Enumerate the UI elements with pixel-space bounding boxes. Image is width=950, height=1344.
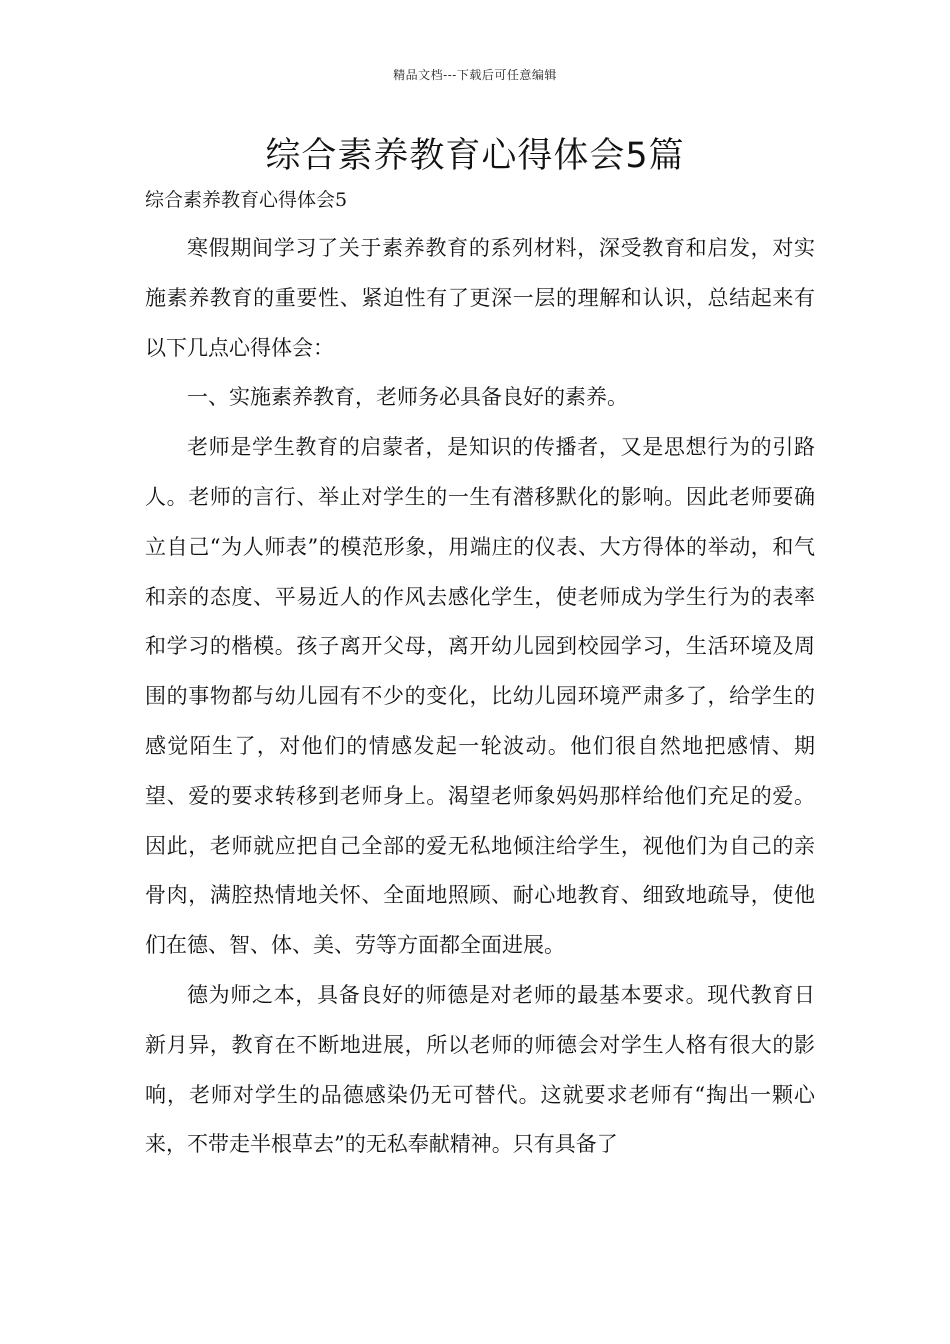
document-subtitle: 综合素养教育心得体会5 bbox=[145, 189, 348, 211]
paragraph: 一、实施素养教育，老师务必具备良好的素养。 bbox=[187, 385, 628, 410]
paragraph: 德为师之本，具备良好的师德是对老师的最基本要求。现代教育日新月异，教育在不断地进展，所以老师的师德会对学生人格有很大的影响，老师对学生的品德感染仍无可替代。这就要求老师有“掏出一颗心来，不带走半根草去”的无私奉献精神。只有具备了 bbox=[145, 982, 815, 1157]
paragraph: 寒假期间学习了关于素养教育的系列材料，深受教育和启发，对实施素养教育的重要性、紧迫性有了更深一层的理解和认识，总结起来有以下几点心得体会： bbox=[145, 236, 815, 360]
header-note: 精品文档---下载后可任意编辑 bbox=[393, 68, 557, 82]
paragraph: 老师是学生教育的启蒙者，是知识的传播者，又是思想行为的引路人。老师的言行、举止对学生的一生有潜移默化的影响。因此老师要确立自己“为人师表”的模范形象，用端庄的仪表、大方得体的举动，和气和亲的态度、平易近人的作风去感化学生，使老师成为学生行为的表率和学习的楷模。孩子离开父母，离开幼儿园到校园学习，生活环境及周围的事物都与幼儿园有不少的变化，比幼儿园环境严肃多了，给学生的感觉陌生了，对他们的情感发起一轮波动。他们很自然地把感情、期望、爱的要求转移到老师身上。渴望老师象妈妈那样给他们充足的爱。因此，老师就应把自己全部的爱无私地倾注给学生，视他们为自己的亲骨肉，满腔热情地关怀、全面地照顾、耐心地教育、细致地疏导，使他们在德、智、体、美、劳等方面都全面进展。 bbox=[145, 435, 815, 958]
document-title: 综合素养教育心得体会5篇 bbox=[265, 136, 685, 176]
document-body bbox=[145, 224, 815, 1170]
